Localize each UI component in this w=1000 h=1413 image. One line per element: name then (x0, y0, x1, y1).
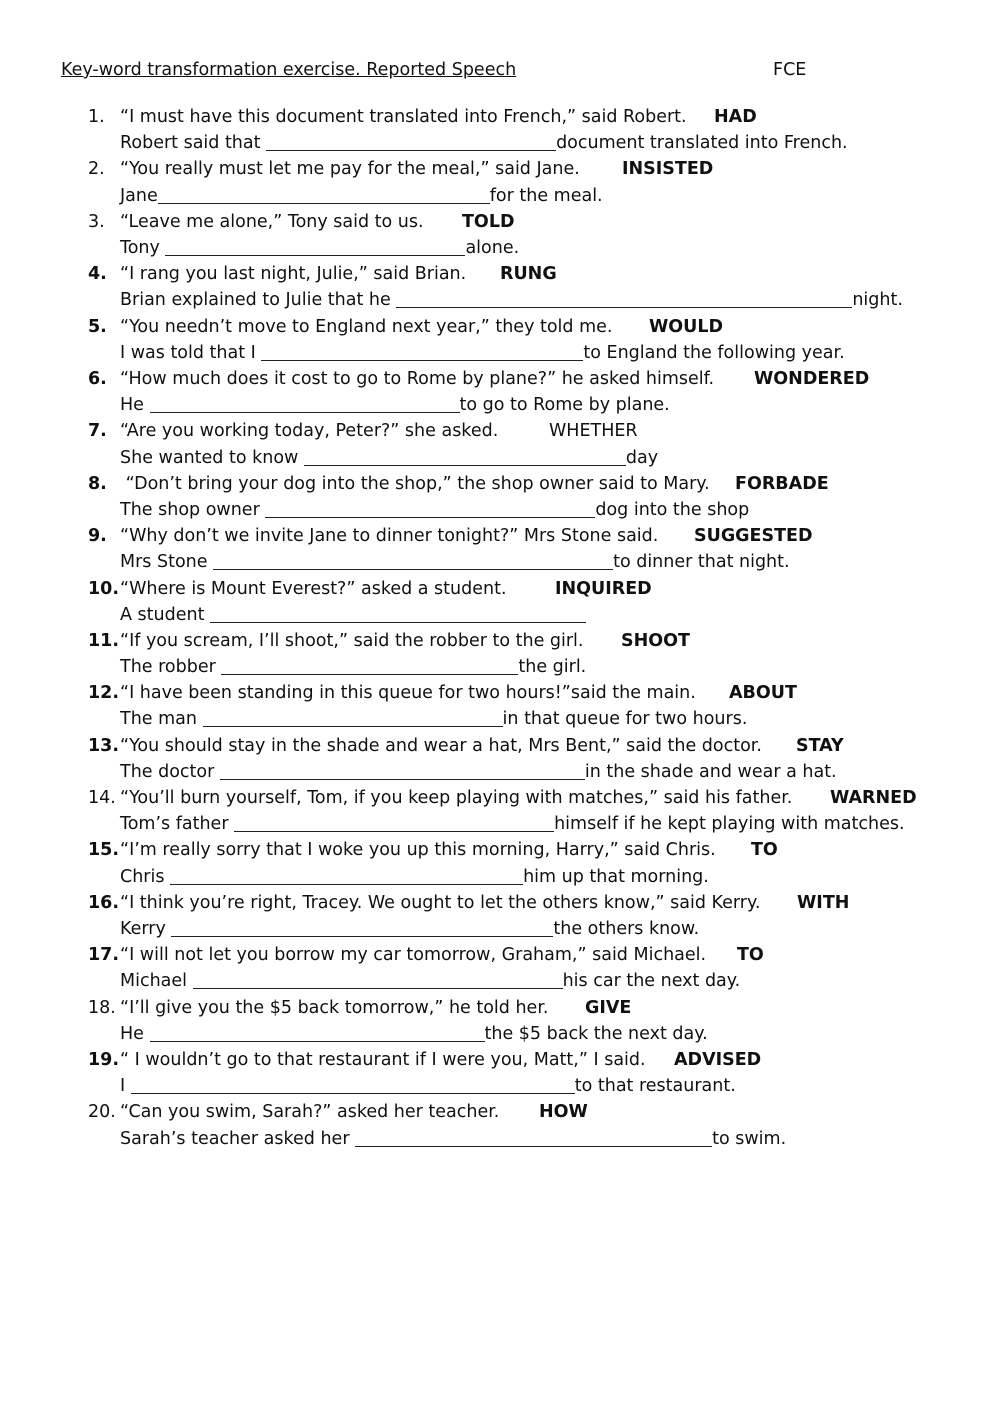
answer-start-text: Robert said that (120, 133, 267, 154)
answer-start-text: The man (120, 709, 203, 730)
item-number: 18. (88, 997, 116, 1018)
exercise-item (88, 1047, 993, 1099)
answer-blank[interactable] (150, 1022, 485, 1042)
answer-start-text: A student (120, 604, 210, 625)
answer-line (88, 445, 993, 471)
keyword: ABOUT (729, 683, 797, 704)
answer-end-text: document translated into French. (556, 133, 848, 154)
exercise-item (88, 156, 993, 208)
exercise-item (88, 209, 993, 261)
answer-blank[interactable] (221, 655, 518, 675)
answer-start-text: The robber (120, 657, 222, 678)
answer-end-text: himself if he kept playing with matches. (554, 814, 905, 835)
exercise-item (88, 1099, 993, 1151)
answer-line (88, 392, 993, 418)
prompt-text: “Are you working today, Peter?” she asked. (120, 421, 499, 442)
answer-start-text: Brian explained to Julie that he (120, 290, 397, 311)
keyword: RUNG (500, 264, 557, 285)
answer-end-text: in that queue for two hours. (502, 709, 748, 730)
keyword: WARNED (830, 788, 917, 809)
answer-start-text: Michael (120, 971, 193, 992)
prompt-text: “I have been standing in this queue for two hours!”said the main. (120, 683, 696, 704)
exercise-list (88, 104, 993, 1152)
answer-blank[interactable] (171, 917, 553, 937)
answer-blank[interactable] (150, 393, 460, 413)
exercise-item (88, 261, 993, 313)
exercise-item (88, 680, 993, 732)
prompt-line (88, 209, 993, 235)
answer-blank[interactable] (396, 288, 852, 308)
answer-line (88, 602, 993, 628)
exercise-item (88, 314, 993, 366)
answer-end-text: in the shade and wear a hat. (584, 761, 837, 782)
keyword: WHETHER (549, 421, 638, 442)
answer-blank[interactable] (210, 603, 586, 623)
prompt-text: “I will not let you borrow my car tomorrow, Graham,” said Michael. (120, 945, 707, 966)
answer-line (88, 183, 993, 209)
keyword: WOULD (649, 316, 724, 337)
keyword: WITH (797, 892, 850, 913)
answer-line (88, 968, 993, 994)
exercise-item (88, 576, 993, 628)
answer-end-text: the others know. (553, 919, 700, 940)
prompt-text: “You really must let me pay for the meal,” said Jane. (120, 159, 580, 180)
prompt-line (88, 156, 993, 182)
prompt-text: “ I wouldn’t go to that restaurant if I were you, Matt,” I said. (120, 1050, 646, 1071)
answer-line (88, 340, 993, 366)
prompt-text: “Don’t bring your dog into the shop,” the shop owner said to Mary. (120, 473, 710, 494)
answer-end-text: to go to Rome by plane. (459, 395, 670, 416)
prompt-line (88, 733, 993, 759)
keyword: TO (751, 840, 778, 861)
answer-end-text: his car the next day. (562, 971, 741, 992)
keyword: GIVE (585, 997, 632, 1018)
prompt-text: “Leave me alone,” Tony said to us. (120, 211, 424, 232)
prompt-text: “I’m really sorry that I woke you up this morning, Harry,” said Chris. (120, 840, 716, 861)
prompt-text: “Can you swim, Sarah?” asked her teacher. (120, 1102, 500, 1123)
item-number: 11. (88, 630, 120, 651)
prompt-line (88, 785, 993, 811)
item-number: 12. (88, 683, 120, 704)
item-number: 15. (88, 840, 120, 861)
answer-start-text: Mrs Stone (120, 552, 214, 573)
prompt-line (88, 261, 993, 287)
answer-end-text: to dinner that night. (613, 552, 790, 573)
answer-start-text: Tony (120, 237, 166, 258)
exercise-item (88, 785, 993, 837)
item-number: 20. (88, 1102, 116, 1123)
keyword: INSISTED (622, 159, 714, 180)
answer-line (88, 130, 993, 156)
item-number: 10. (88, 578, 120, 599)
prompt-line (88, 995, 993, 1021)
exercise-item (88, 890, 993, 942)
prompt-text: “If you scream, I’ll shoot,” said the robber to the girl. (120, 630, 584, 651)
keyword: HOW (539, 1102, 588, 1123)
item-number: 19. (88, 1050, 120, 1071)
answer-blank[interactable] (304, 446, 626, 466)
answer-start-text: The doctor (120, 761, 220, 782)
answer-blank[interactable] (220, 760, 585, 780)
answer-end-text: the $5 back the next day. (484, 1023, 708, 1044)
item-number: 13. (88, 735, 120, 756)
item-number: 1. (88, 107, 105, 127)
answer-blank[interactable] (234, 812, 554, 832)
item-number: 3. (88, 211, 105, 232)
answer-start-text: Sarah’s teacher asked her (120, 1128, 356, 1149)
prompt-text: “I must have this document translated into French,” said Robert. (120, 107, 687, 127)
answer-start-text: Chris (120, 866, 171, 887)
item-number: 8. (88, 473, 107, 494)
answer-line (88, 497, 993, 523)
keyword: HAD (714, 107, 757, 127)
answer-blank[interactable] (265, 498, 595, 518)
answer-line (88, 811, 993, 837)
keyword: FORBADE (735, 473, 829, 494)
answer-blank[interactable] (203, 707, 503, 727)
answer-line (88, 706, 993, 732)
title-text: Key-word transformation exercise. Reported Speech (61, 60, 517, 80)
prompt-line (88, 576, 993, 602)
prompt-line (88, 628, 993, 654)
answer-blank[interactable] (170, 865, 523, 885)
answer-line (88, 654, 993, 680)
exercise-item (88, 523, 993, 575)
item-number: 5. (88, 316, 107, 337)
answer-start-text: He (120, 395, 150, 416)
prompt-line (88, 523, 993, 549)
answer-end-text: the girl. (518, 657, 587, 678)
answer-line (88, 235, 993, 261)
prompt-line (88, 1047, 993, 1073)
prompt-line (88, 366, 993, 392)
exercise-item (88, 628, 993, 680)
answer-line (88, 916, 993, 942)
prompt-line (88, 104, 993, 130)
answer-line (88, 1021, 993, 1047)
keyword: SHOOT (621, 630, 690, 651)
answer-start-text: She wanted to know (120, 447, 304, 468)
keyword: WONDERED (754, 368, 870, 389)
prompt-text: “I think you’re right, Tracey. We ought to let the others know,” said Kerry. (120, 892, 761, 913)
answer-end-text: night. (852, 290, 903, 311)
answer-start-text: I (120, 1076, 131, 1097)
prompt-line (88, 418, 993, 444)
answer-blank[interactable] (266, 131, 556, 151)
answer-start-text: I was told that I (120, 342, 262, 363)
keyword: TO (737, 945, 764, 966)
answer-blank[interactable] (193, 969, 563, 989)
exercise-item (88, 837, 993, 889)
answer-start-text: The shop owner (120, 499, 266, 520)
keyword: STAY (796, 735, 844, 756)
prompt-line (88, 1099, 993, 1125)
answer-start-text: Tom’s father (120, 814, 235, 835)
answer-line (88, 549, 993, 575)
exercise-item (88, 733, 993, 785)
item-number: 17. (88, 945, 120, 966)
prompt-line (88, 471, 993, 497)
answer-end-text: dog into the shop (595, 499, 750, 520)
prompt-line (88, 890, 993, 916)
prompt-text: “I rang you last night, Julie,” said Brian. (120, 264, 467, 285)
item-number: 2. (88, 159, 105, 180)
prompt-text: “You needn’t move to England next year,” they told me. (120, 316, 613, 337)
prompt-text: “I’ll give you the $5 back tomorrow,” he told her. (120, 997, 549, 1018)
item-number: 9. (88, 526, 107, 547)
prompt-line (88, 680, 993, 706)
exercise-item (88, 471, 993, 523)
answer-start-text: Kerry (120, 919, 172, 940)
prompt-line (88, 837, 993, 863)
answer-blank[interactable] (355, 1127, 712, 1147)
item-number: 16. (88, 892, 120, 913)
exercise-item (88, 995, 993, 1047)
answer-blank[interactable] (213, 550, 613, 570)
prompt-text: “How much does it cost to go to Rome by plane?” he asked himself. (120, 368, 715, 389)
answer-end-text: alone. (465, 237, 520, 258)
prompt-text: “Why don’t we invite Jane to dinner tonight?” Mrs Stone said. (120, 526, 659, 547)
exercise-item (88, 942, 993, 994)
prompt-text: “Where is Mount Everest?” asked a student. (120, 578, 507, 599)
answer-blank[interactable] (165, 236, 465, 256)
prompt-line (88, 942, 993, 968)
exercise-item (88, 366, 993, 418)
answer-line (88, 1073, 993, 1099)
answer-end-text: to that restaurant. (574, 1076, 736, 1097)
worksheet-title (61, 60, 516, 80)
answer-end-text: him up that morning. (523, 866, 709, 887)
answer-end-text: to England the following year. (583, 342, 845, 363)
answer-line (88, 864, 993, 890)
prompt-text: “You should stay in the shade and wear a hat, Mrs Bent,” said the doctor. (120, 735, 762, 756)
exercise-item (88, 418, 993, 470)
keyword: SUGGESTED (694, 526, 813, 547)
item-number: 4. (88, 264, 107, 285)
answer-blank[interactable] (261, 341, 583, 361)
item-number: 7. (88, 421, 107, 442)
answer-line (88, 1126, 993, 1152)
keyword: TOLD (462, 211, 515, 232)
keyword: ADVISED (674, 1050, 762, 1071)
level-label: FCE (773, 60, 807, 80)
prompt-text: “You’ll burn yourself, Tom, if you keep playing with matches,” said his father. (120, 788, 793, 809)
item-number: 14. (88, 788, 116, 809)
exercise-item (88, 104, 993, 156)
answer-blank[interactable] (131, 1074, 575, 1094)
answer-line (88, 287, 993, 313)
answer-line (88, 759, 993, 785)
prompt-line (88, 314, 993, 340)
answer-start-text: Jane (120, 185, 158, 206)
answer-blank[interactable] (158, 184, 490, 204)
keyword: INQUIRED (555, 578, 652, 599)
answer-end-text: for the meal. (489, 185, 603, 206)
answer-end-text: day (625, 447, 659, 468)
answer-start-text: He (120, 1023, 150, 1044)
answer-end-text: to swim. (712, 1128, 787, 1149)
item-number: 6. (88, 368, 107, 389)
